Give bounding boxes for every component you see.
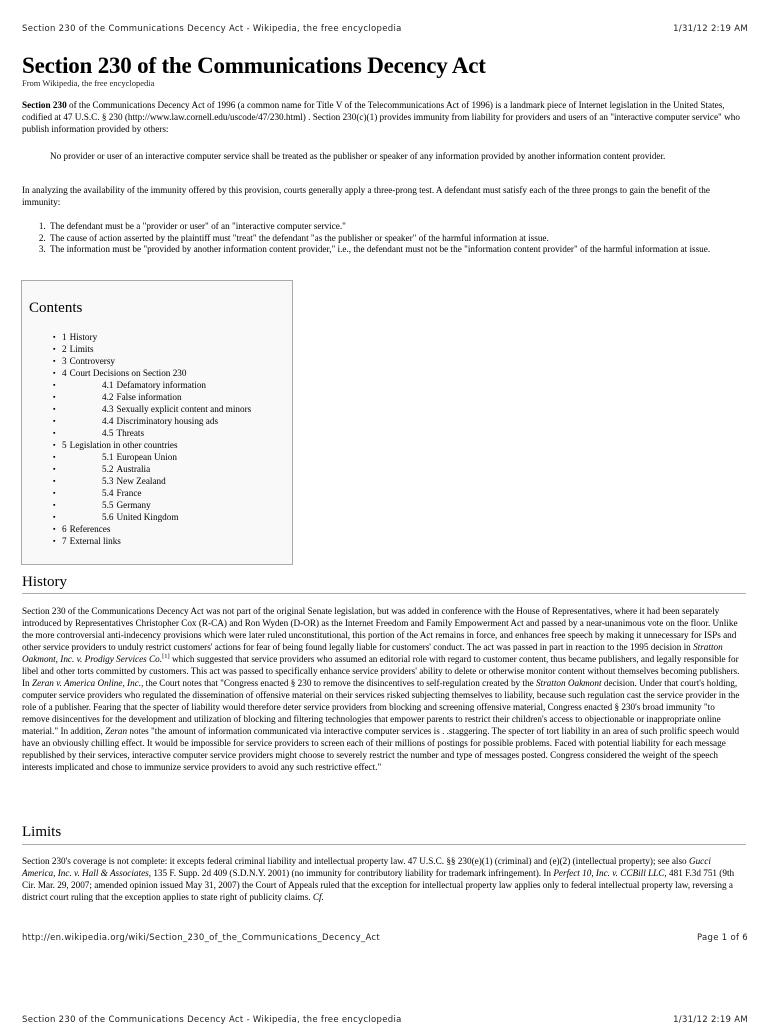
toc-item-references[interactable]: ▪ 6 References bbox=[62, 523, 251, 535]
case-link[interactable]: Zeran v. America Online, Inc. bbox=[31, 678, 142, 688]
print-header-timestamp: 1/31/12 2:19 AM bbox=[673, 24, 748, 34]
toc-item-sexually-explicit[interactable]: ▪ 4.3 Sexually explicit content and minors bbox=[62, 403, 251, 415]
toc-item-uk[interactable]: ▪ 5.6 United Kingdom bbox=[62, 511, 251, 523]
toc-list bbox=[62, 331, 251, 547]
toc-item-history[interactable]: ▪ 1 History bbox=[62, 331, 251, 343]
toc-item-new-zealand[interactable]: ▪ 5.3 New Zealand bbox=[62, 475, 251, 487]
toc-item-false-info[interactable]: ▪ 4.2 False information bbox=[62, 391, 251, 403]
page-title: Section 230 of the Communications Decency Act bbox=[22, 53, 486, 78]
toc-item-threats[interactable]: ▪ 4.5 Threats bbox=[62, 427, 251, 439]
section-divider bbox=[22, 593, 746, 594]
case-link[interactable]: Gucci America, Inc. v. Hall & Associates bbox=[22, 856, 711, 878]
table-of-contents bbox=[21, 280, 293, 565]
print-header-timestamp: 1/31/12 2:19 AM bbox=[673, 1015, 748, 1025]
toc-item-external-links[interactable]: ▪ 7 External links bbox=[62, 535, 251, 547]
toc-item-controversy[interactable]: ▪ 3 Controversy bbox=[62, 355, 251, 367]
toc-item-australia[interactable]: ▪ 5.2 Australia bbox=[62, 463, 251, 475]
case-name: Zeran bbox=[105, 726, 128, 736]
site-subtitle: From Wikipedia, the free encyclopedia bbox=[22, 78, 155, 88]
analysis-paragraph: In analyzing the availability of the immunity offered by this provision, courts generally apply a three-prong test. A defendant must satisfy each of the three prongs to gain the benefit of the immunity: bbox=[22, 185, 710, 207]
toc-item-germany[interactable]: ▪ 5.5 Germany bbox=[62, 499, 251, 511]
case-name: Stratton Oakmont bbox=[535, 678, 602, 688]
toc-title: Contents bbox=[29, 300, 83, 316]
intro-text: of the Communications Decency Act of 1996 (a common name for Title V of the Telecommunications Act of 1996) is a landmark piece of Internet legislation in the United States, codified at 47 U.S.C. § 230 (http://www.law.cornell.edu/uscode/47/230.html) . Section 230(c)(1) provides immunity from liability for providers and users of an "interactive computer service" who publish information provided by others: bbox=[22, 100, 740, 134]
print-header-title: Section 230 of the Communications Decency Act - Wikipedia, the free encyclopedia bbox=[22, 1015, 402, 1025]
toc-item-court-decisions[interactable]: ▪ 4 Court Decisions on Section 230 bbox=[62, 367, 251, 379]
cf-signal: Cf. bbox=[312, 892, 324, 902]
toc-item-legislation[interactable]: ▪ 5 Legislation in other countries bbox=[62, 439, 251, 451]
print-header bbox=[22, 24, 748, 34]
case-link[interactable]: Stratton Oakmont, Inc. v. Prodigy Services Co. bbox=[22, 642, 723, 664]
toc-item-defamatory[interactable]: ▪ 4.1 Defamatory information bbox=[62, 379, 251, 391]
toc-item-eu[interactable]: ▪ 5.1 European Union bbox=[62, 451, 251, 463]
footer-url: http://en.wikipedia.org/wiki/Section_230_of_the_Communications_Decency_Act bbox=[22, 933, 381, 943]
print-header-title: Section 230 of the Communications Decency Act - Wikipedia, the free encyclopedia bbox=[22, 24, 402, 34]
section-heading-limits: Limits bbox=[22, 824, 62, 840]
page-number: Page 1 of 6 bbox=[697, 933, 748, 943]
toc-item-limits[interactable]: ▪ 2 Limits bbox=[62, 343, 251, 355]
intro-paragraph bbox=[22, 99, 743, 135]
list-item: 1. The defendant must be a "provider or user" of an "interactive computer service." bbox=[48, 221, 768, 233]
toc-item-housing-ads[interactable]: ▪ 4.4 Discriminatory housing ads bbox=[62, 415, 251, 427]
statute-quote: No provider or user of an interactive computer service shall be treated as the publisher or speaker of any information provided by another information content provider. bbox=[50, 151, 666, 161]
three-prong-list bbox=[22, 221, 768, 256]
list-item: 3. The information must be "provided by another information content provider," i.e., the defendant must not be the "information content provider" of the harmful information at issue. bbox=[48, 244, 768, 256]
case-link[interactable]: Perfect 10, Inc. v. CCBill LLC bbox=[553, 868, 665, 878]
print-footer bbox=[22, 933, 748, 943]
section-divider bbox=[22, 844, 746, 845]
list-item: 2. The cause of action asserted by the plaintiff must "treat" the defendant "as the publisher or speaker" of the harmful information at issue. bbox=[48, 233, 768, 245]
intro-bold-term: Section 230 bbox=[22, 100, 67, 110]
limits-paragraph: Section 230's coverage is not complete: it excepts federal criminal liability and intellectual property law. 47 U.S.C. §§ 230(e)(1) (criminal) and (e)(2) (intellectual property); see also Gucci America, Inc. v. Hall & Associates, 135 F. Supp. 2d 409 (S.D.N.Y. 2001) (no immunity for contributory liability for trademark infringement). In Perfect 10, Inc. v. CCBill LLC, 481 F.3d 751 (9th Cir. Mar. 29, 2007; amended opinion issued May 31, 2007) the Court of Appeals ruled that the exception for intellectual property law applies only to federal intellectual property law, reversing a district court ruling that the exception applies to state right of publicity claims. Cf. bbox=[22, 856, 735, 902]
section-heading-history: History bbox=[22, 574, 67, 590]
citation-link[interactable]: [1] bbox=[162, 652, 170, 660]
history-paragraph: Section 230 of the Communications Decency Act was not part of the original Senate legislation, but was added in conference with the House of Representatives, where it had been separately introduced by Representatives Christopher Cox (R-CA) and Ron Wyden (D-OR) as the Internet Freedom and Family Empowerment Act and passed by a near-unanimous vote on the floor. Unlike the more controversial anti-indecency provisions which were later ruled unconstitutional, this portion of the Act remains in force, and enhances free speech by making it unnecessary for ISPs and other service providers to unduly restrict customers' actions for fear of being found legally liable for customers' conduct. The act was passed in part in reaction to the 1995 decision in Stratton Oakmont, Inc. v. Prodigy Services Co.[1] which suggested that service providers who assumed an editorial role with regard to customer content, thus became publishers, and legally responsible for libel and other torts committed by customers. This act was passed to specifically enhance service providers' ability to delete or otherwise monitor content without themselves becoming publishers. In Zeran v. America Online, Inc., the Court notes that "Congress enacted § 230 to remove the disincentives to self-regulation created by the Stratton Oakmont decision. Under that court's holding, computer service providers who regulated the dissemination of offensive material on their services risked subjecting themselves to liability, because such regulation cast the service provider in the role of a publisher. Fearing that the specter of liability would therefore deter service providers from blocking and screening offensive material, Congress enacted § 230's broad immunity "to remove disincentives for the development and utilization of blocking and filtering technologies that empower parents to restrict their children's access to objectionable or inappropriate online material." In addition, Zeran notes "the amount of information communicated via interactive computer services is . .staggering. The specter of tort liability in an area of such prolific speech would have an obviously chilling effect. It would be impossible for service providers to screen each of their millions of postings for possible problems. Faced with potential liability for each message republished by their services, interactive computer service providers might choose to severely restrict the number and type of messages posted. Congress considered the weight of the speech interests implicated and chose to immunize service providers to avoid any such restrictive effect." bbox=[22, 606, 740, 772]
toc-item-france[interactable]: ▪ 5.4 France bbox=[62, 487, 251, 499]
